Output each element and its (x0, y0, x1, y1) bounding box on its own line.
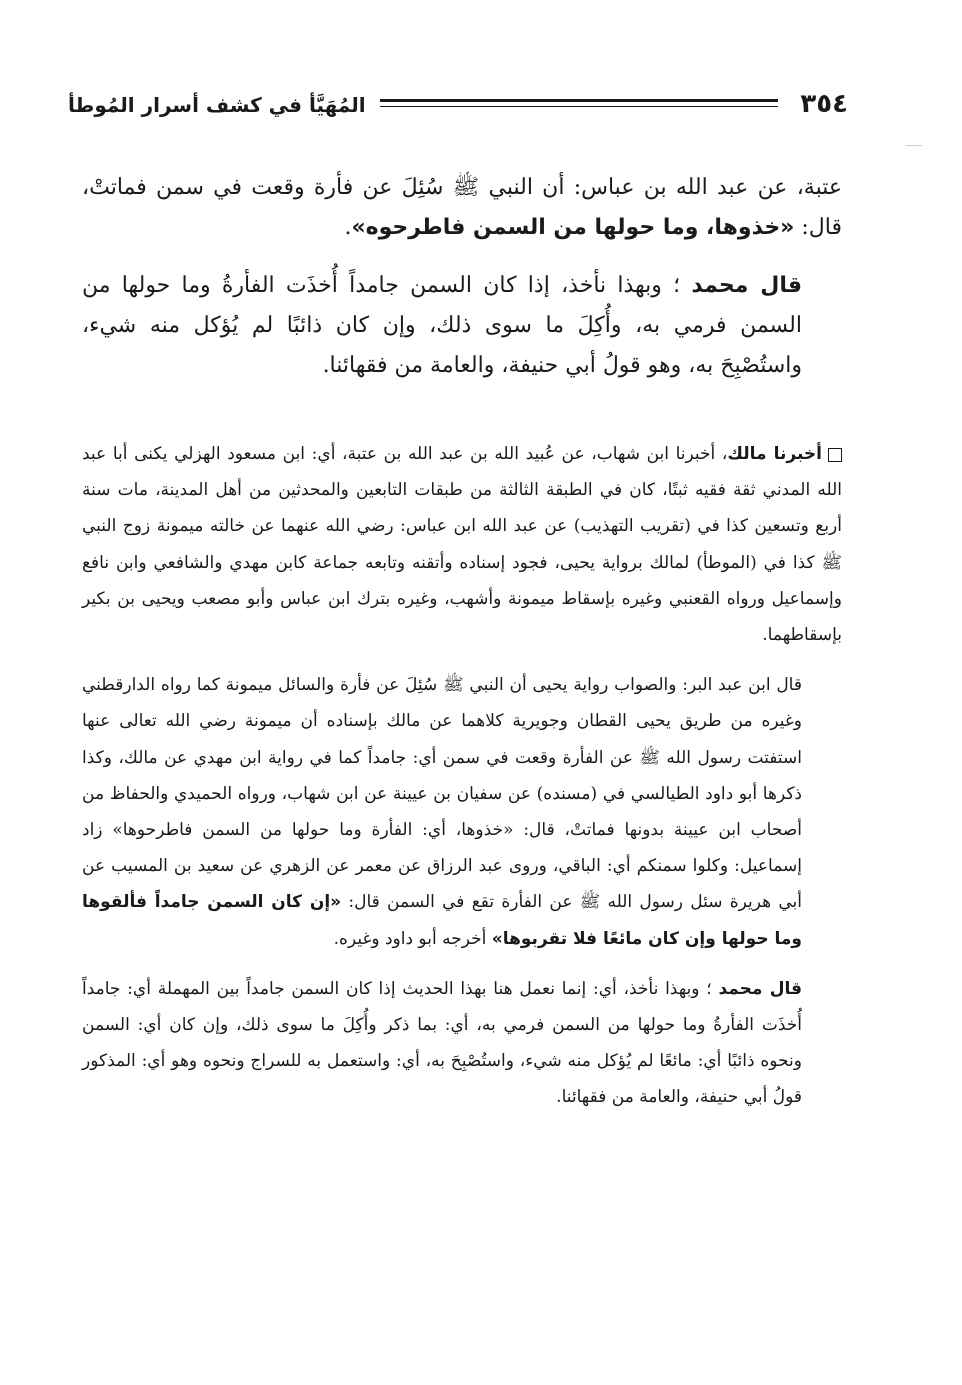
commentary-text-1: ، أخبرنا ابن شهاب، عن عُبيد الله بن عبد الله بن عتبة، أي: ابن مسعود الهزلي يكنى أبا عبد الله المدني ثقة فقيه ثبتًا، كان في الطبقة الثالثة من طبقات التابعين والمحدثين من أهل المدينة، مات سنة أربع وتسعين كذا في (تقريب التهذيب) عن عبد الله ابن عباس: رضي الله عنهما عن خالته ميمونة زوج النبي ﷺ كذا في (الموطأ) لمالك برواية يحيى، فجود إسناده وأتقنه وتابعه جماعة كابن مهدي والشافعي وابن نافع وإسماعيل ورواه القعنبي وغيره بإسقاط ميمونة وأشهب، وغيره بترك ابن عباس وأبو مصعب ويحيى بن بكير بإسقاطهما. (82, 444, 842, 646)
header-rule (380, 99, 778, 107)
page-number: ٣٥٤ (800, 89, 848, 119)
commentary-text-2: قال ابن عبد البر: والصواب رواية يحيى أن النبي ﷺ سُئِلَ عن فأرة والسائل ميمونة كما رواه الدارقطني وغيره من طريق يحيى القطان وجويرية كلاهما عن مالك بإسناده أن ميمونة رضي الله تعالى عنها استفتت رسول الله ﷺ عن الفأرة وقعت في سمن أي: جامداً كما في رواية ابن مهدي عن مالك، وكذا ذكرها أبو داود الطيالسي في (مسنده) عن سفيان بن عيينة عن ابن شهاب، ورواه الحميدي والحفاظ من أصحاب ابن عيينة بدونها فماتتْ، قال: «خذوها، أي: الفأرة وما حولها من السمن فاطرحوها» زاد إسماعيل: وكلوا سمنكم أي: الباقي، وروى عبد الرزاق عن معمر عن الزهري عن سعيد بن المسيب عن أبي هريرة سئل رسول الله ﷺ عن الفأرة تقع في السمن قال: (82, 675, 802, 913)
commentary-label-1: أخبرنا مالك (727, 444, 822, 464)
author-label: قال محمد (691, 273, 802, 298)
commentary-paragraph-1 (82, 436, 842, 653)
box-marker-icon (828, 448, 842, 462)
commentary-label-3: قال محمد (718, 978, 802, 999)
running-header (68, 86, 848, 126)
commentary-quote-2: «إن كان السمن جامداً فألقوها وما حولها وإن كان مائعًا فلا تقربوها» (82, 892, 802, 949)
hadith-paragraph (82, 168, 842, 248)
hadith-end: . (344, 215, 352, 240)
hadith-quote: «خذوها، وما حولها من السمن فاطرحوه» (351, 215, 795, 240)
hadith-text-body: عتبة، عن عبد الله بن عباس: أن النبي ﷺ سُئِلَ عن فأرة وقعت في سمن فماتتْ، قال: (82, 175, 842, 240)
author-comment-text: ؛ وبهذا نأخذ، إذا كان السمن جامداً أُخذَت الفأرةُ وما حولها من السمن فرمي به، وأُكِلَ ما سوى ذلك، وإن كان ذائبًا لم يُؤكل منه شيء، واستُصْبِحَ به، وهو قولُ أبي حنيفة، والعامة من فقهائنا. (82, 273, 802, 378)
commentary-text-3: ؛ وبهذا نأخذ، أي: إنما نعمل هنا بهذا الحديث إذا كان السمن جامداً بين المهملة أي: جامداً أُخذَت الفأرةُ وما حولها من السمن فرمي به، أي: بما ذكر وأُكِلَ ما سوى ذلك، وإن كان أي: السمن ونحوه ذائبًا أي: مائعًا لم يُؤكل منه شيء، واستُصْبِحَ به، أي: واستعمل به للسراج ونحوه وهو أي: المذكور قولُ أبي حنيفة، والعامة من فقهائنا. (82, 978, 802, 1108)
commentary-paragraph-3 (82, 971, 842, 1116)
commentary (82, 436, 842, 1116)
commentary-paragraph-2 (82, 667, 842, 957)
author-comment-paragraph (82, 266, 842, 386)
margin-mark (906, 145, 922, 146)
commentary-end-2: أخرجه أبو داود وغيره. (333, 928, 492, 949)
running-title: المُهَيَّأ في كشف أسرار المُوطأ (68, 93, 366, 117)
hadith-text (82, 168, 842, 386)
